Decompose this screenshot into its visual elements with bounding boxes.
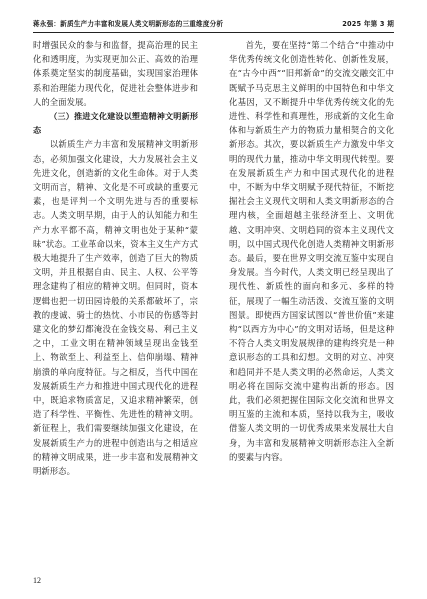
header-divider bbox=[33, 32, 394, 33]
page-number: 12 bbox=[33, 576, 41, 585]
paragraph: 以新质生产力丰富和发展精神文明新形态，必须加强文化建设，大力发展社会主义先进文化，创造新的文化生命体。对于人类文明而言，精神、文化是不可或缺的重要元素，也是评判一个文明先进与否的重要标志。人类文明早期，由于人的认知能力和生产力水平都不高，精神文明也处于某种“蒙昧”状态。工业革命以来，资本主义生产方式极大地提升了生产效率，创造了巨大的物质文明，并且根据自由、民主、人权、公平等理念建构了相应的精神文明。但同时，资本逻辑也把一切田园诗般的关系都破坏了，宗教的虔诚、骑士的热忱、小市民的伤感等封建文化的梦幻都淹没在金钱交易、利己主义之中，工业文明在精神领域呈现出金钱至上、物欲至上、利益至上、信仰崩塌、精神崩溃的单向度特征。与之相反，当代中国在发展新质生产力和推进中国式现代化的进程中，既追求物质富足，又追求精神繁荣，创造了科学性、平衡性、先进性的精神文明。新征程上，我们需要继续加强文化建设，在发展新质生产力的进程中创造出与之相适应的精神文明成果，进一步丰富和发展精神文明新形态。 bbox=[33, 139, 198, 477]
section-heading: （三）推进文化建设以塑造精神文明新形态 bbox=[33, 111, 198, 136]
right-text-column bbox=[229, 38, 394, 568]
running-header bbox=[33, 16, 394, 30]
issue-number: 2025 年第 3 期 bbox=[342, 20, 394, 28]
journal-article-title: 蒋永强：新质生产力丰富和发展人类文明新形态的三重维度分析 bbox=[33, 20, 224, 28]
left-text-column bbox=[33, 38, 198, 568]
paragraph: 时增强民众的参与和监督，提高治理的民主化和透明度，为实现更加公正、高效的治理体系奠定坚实的制度基础，实现国家治理体系和治理能力现代化，促进社会整体进步和人的全面发展。 bbox=[33, 40, 198, 107]
paragraph: 首先，要在坚持“第二个结合”中推动中华优秀传统文化创造性转化、创新性发展，在“古今中西”“旧邦新命”的交流交融交汇中既赋予马克思主义鲜明的中国特色和中华文化基因，又不断提升中华优秀传统文化的先进性、科学性和真理性，形成新的文化生命体和与新质生产力的物质力量相契合的文化新形态。其次，要以新质生产力激发中华文明的现代力量，推动中华文明现代转型。要在发展新质生产力和中国式现代化的进程中，不断为中华文明赋予现代特征，不断挖掘社会主义现代文明和人类文明新形态的合理内核，全面超越主张经济至上、文明优越、文明冲突、文明趋同的资本主义现代文明，以中国式现代化创造人类精神文明新形态。最后，要在世界文明交流互鉴中实现自身发展。当今时代，人类文明已经呈现出了现代性、新质性的面向和多元、多样的特征，展现了一幅生动活泼、交流互鉴的文明图景。即使西方国家试图以“普世价值”来建构“以西方为中心”的文明对话场，但是这种不符合人类文明发展规律的建构终究是一种意识形态的工具和幻想。文明的对立、冲突和趋同并不是人类文明的必然命运，人类文明必将在国际交流中建构出新的形态。因此，我们必须把握住国际文化交流和世界文明互鉴的主流和本质，坚持以我为主，吸收借鉴人类文明的一切优秀成果来发展壮大自身，为丰富和发展精神文明新形态注入全新的要素与内容。 bbox=[229, 40, 394, 462]
